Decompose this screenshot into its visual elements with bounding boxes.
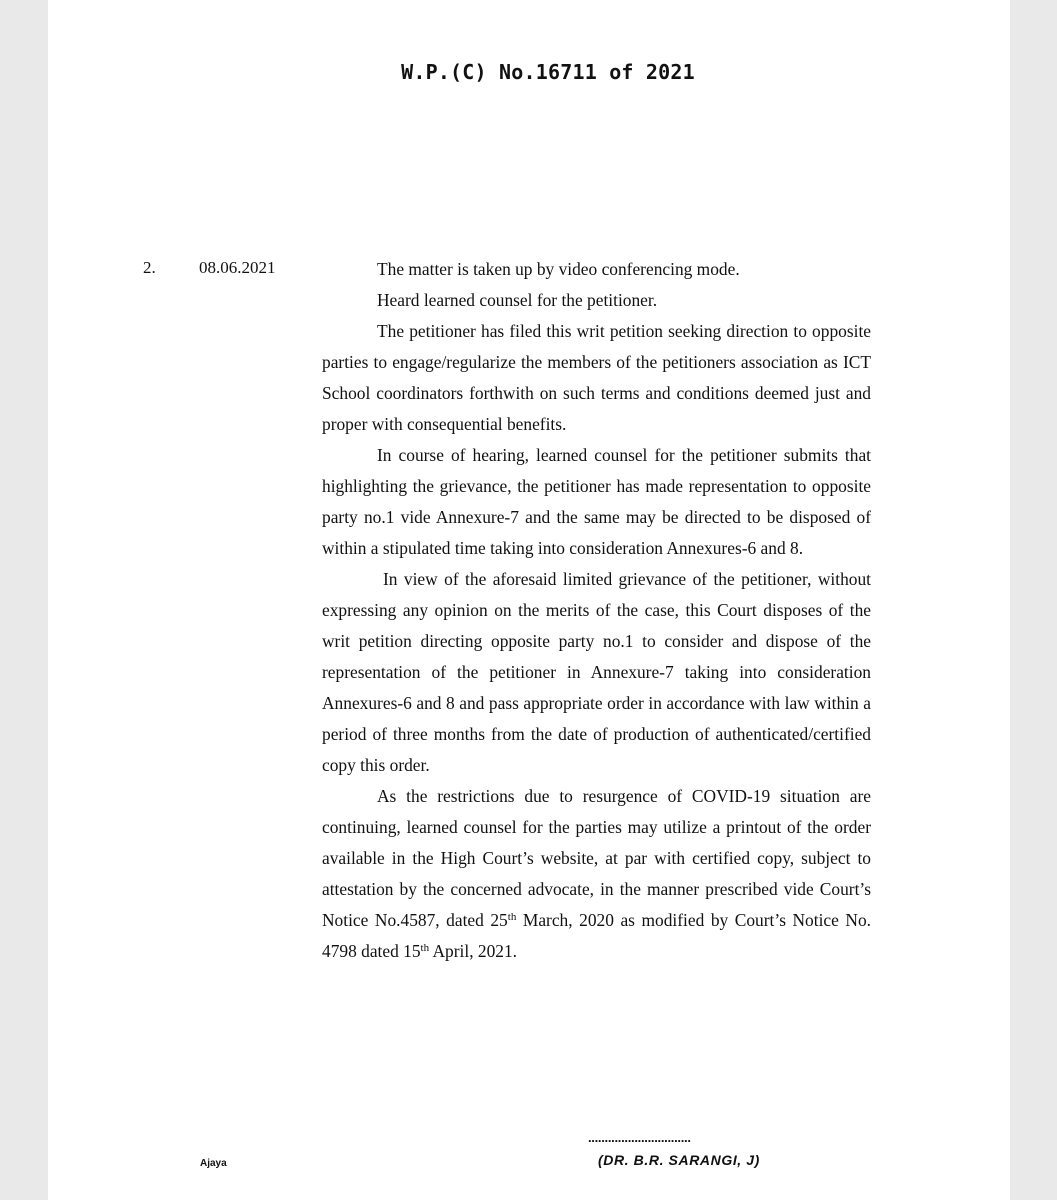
paragraph-3: The petitioner has filed this writ petition seeking direction to opposite parties to engage/regularize the members of the petitioners association as ICT School coordinators forthwith on such terms and conditions deemed just and proper with consequential benefits. <box>322 321 871 434</box>
document-page <box>48 0 1010 1200</box>
signature-line: ............................... <box>588 1130 691 1145</box>
order-body <box>322 254 871 967</box>
paragraph-2: Heard learned counsel for the petitioner. <box>377 290 658 310</box>
paragraph-1: The matter is taken up by video conferencing mode. <box>377 259 740 279</box>
case-number-heading: W.P.(C) No.16711 of 2021 <box>401 60 695 84</box>
order-date: 08.06.2021 <box>199 258 276 277</box>
paragraph-6-part-3: April, 2021. <box>429 941 518 961</box>
paragraph-6 <box>322 781 871 967</box>
paragraph-6-part-2: March, 2020 as modified by Court’s Notice No. 4798 dated 15 <box>322 910 871 961</box>
paragraph-4: In course of hearing, learned counsel for the petitioner submits that highlighting the grievance, the petitioner has made representation to opposite party no.1 vide Annexure-7 and the same may be directed to be disposed of within a stipulated time taking into consideration Annexures-6 and 8. <box>322 445 871 558</box>
typist-initials: Ajaya <box>200 1158 227 1169</box>
paragraph-6-part-1: As the restrictions due to resurgence of COVID-19 situation are continuing, learned counsel for the parties may utilize a printout of the order available in the High Court’s website, at par with certified copy, subject to attestation by the concerned advocate, in the manner prescribed vide Court’s Notice No.4587, dated 25 <box>322 786 871 930</box>
superscript-th-2: th <box>420 942 430 954</box>
serial-number: 2. <box>143 258 156 277</box>
judge-name: (DR. B.R. SARANGI, J) <box>598 1152 760 1168</box>
superscript-th-1: th <box>507 911 517 923</box>
paragraph-5: In view of the aforesaid limited grievance of the petitioner, without expressing any opinion on the merits of the case, this Court disposes of the writ petition directing opposite party no.1 to consider and dispose of the representation of the petitioner in Annexure-7 taking into consideration Annexures-6 and 8 and pass appropriate order in accordance with law within a period of three months from the date of production of authenticated/certified copy this order. <box>322 569 871 775</box>
